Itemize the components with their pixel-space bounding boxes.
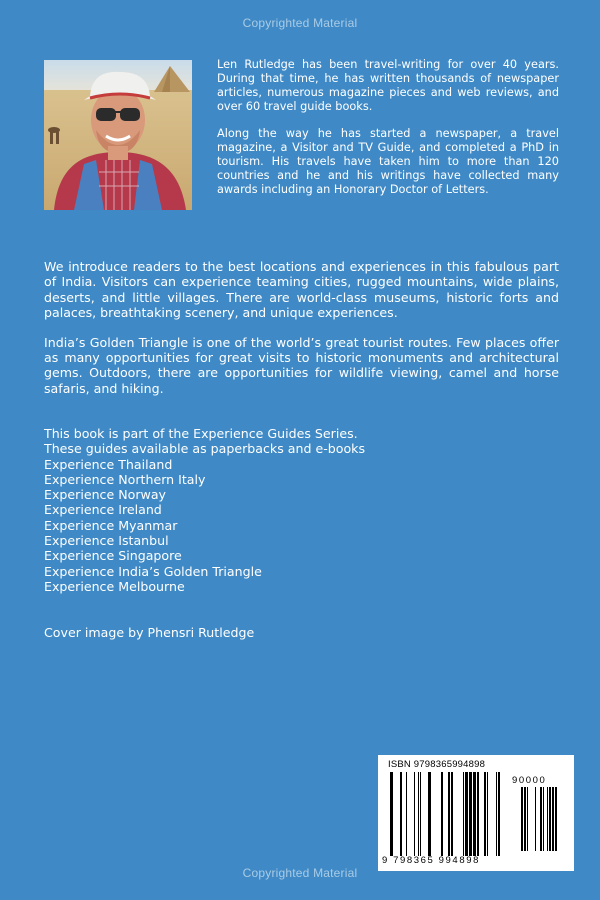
barcode-bar <box>540 787 542 851</box>
series-title: Experience Ireland <box>44 502 162 518</box>
book-description <box>44 259 559 410</box>
barcode-bar <box>418 772 419 856</box>
watermark-bottom: Copyrighted Material <box>242 866 358 880</box>
barcode-bar <box>420 772 421 856</box>
barcode-bar <box>428 772 431 856</box>
author-photo <box>44 60 192 210</box>
barcode-bar <box>555 787 557 851</box>
author-bio-paragraph: Len Rutledge has been travel-writing for over 40 years. During that time, he has written thousands of newspaper articles, numerous magazine pieces and web reviews, and over 60 travel guide books. <box>217 58 559 113</box>
cover-credit: Cover image by Phensri Rutledge <box>44 625 255 640</box>
author-bio-paragraph: Along the way he has started a newspaper, a travel magazine, a Visitor and TV Guide, and completed a PhD in tourism. His travels have taken him to more than 120 countries and he and his writings have collected many awards including an Honorary Doctor of Letters. <box>217 127 559 196</box>
author-bio <box>217 58 559 210</box>
price-code: 90000 <box>512 775 547 786</box>
barcode-bar <box>487 772 488 856</box>
isbn-label: ISBN 9798365994898 <box>388 759 486 770</box>
barcode-bar <box>552 787 554 851</box>
barcode-bar <box>400 772 402 856</box>
description-paragraph: We introduce readers to the best locations and experiences in this fabulous part of India. Visitors can experience teaming cities, rugged mountains, wide plains, deserts, and little villages. There are world-class museums, historic forts and palaces, breathtaking scenery, and unique experiences. <box>44 259 559 321</box>
barcode-bar <box>498 772 500 856</box>
barcode-bar <box>463 772 464 856</box>
barcode-bar <box>473 772 476 856</box>
description-paragraph: India’s Golden Triangle is one of the world’s great tourist routes. Few places offer as many opportunities for great visits to historic monuments and architectural gems. Outdoors, there are opportunities for wildlife viewing, camel and horse safaris, and hiking. <box>44 334 559 396</box>
isbn-barcode <box>378 755 574 871</box>
barcode-bar <box>524 787 526 851</box>
series-intro-line: These guides available as paperbacks and e-books <box>44 441 366 457</box>
barcode-bar <box>390 772 393 856</box>
barcode-bar <box>465 772 468 856</box>
series-title: Experience Thailand <box>44 456 173 472</box>
barcode-bar <box>521 787 523 851</box>
watermark-top: Copyrighted Material <box>242 16 358 30</box>
barcode-bar <box>484 772 486 856</box>
barcode-bar <box>549 787 551 851</box>
author-photo-illustration <box>44 60 192 210</box>
barcode-bar <box>451 772 453 856</box>
barcode-bar <box>414 772 415 856</box>
barcode-bar <box>543 787 544 851</box>
series-title: Experience Myanmar <box>44 517 178 533</box>
series-title: Experience Melbourne <box>44 578 185 594</box>
barcode-bar <box>448 772 450 856</box>
barcode-bar <box>406 772 407 856</box>
barcode-bar <box>496 772 497 856</box>
barcode-bar <box>469 772 472 856</box>
barcode-bar <box>547 787 548 851</box>
series-title: Experience Istanbul <box>44 533 169 549</box>
barcode-bar <box>527 787 528 851</box>
series-title: Experience Norway <box>44 487 167 503</box>
barcode-bars-main <box>390 772 502 856</box>
barcode-bar <box>441 772 443 856</box>
isbn-digits: 9 798365 994898 <box>382 855 480 866</box>
barcode-bar <box>535 787 536 851</box>
series-list <box>44 426 559 594</box>
series-title: Experience India’s Golden Triangle <box>44 563 262 579</box>
series-title: Experience Singapore <box>44 548 182 564</box>
series-intro-line: This book is part of the Experience Guides Series. <box>44 426 358 441</box>
barcode-bars-addon <box>511 787 565 851</box>
barcode-bar <box>477 772 479 856</box>
series-title: Experience Northern Italy <box>44 471 206 487</box>
